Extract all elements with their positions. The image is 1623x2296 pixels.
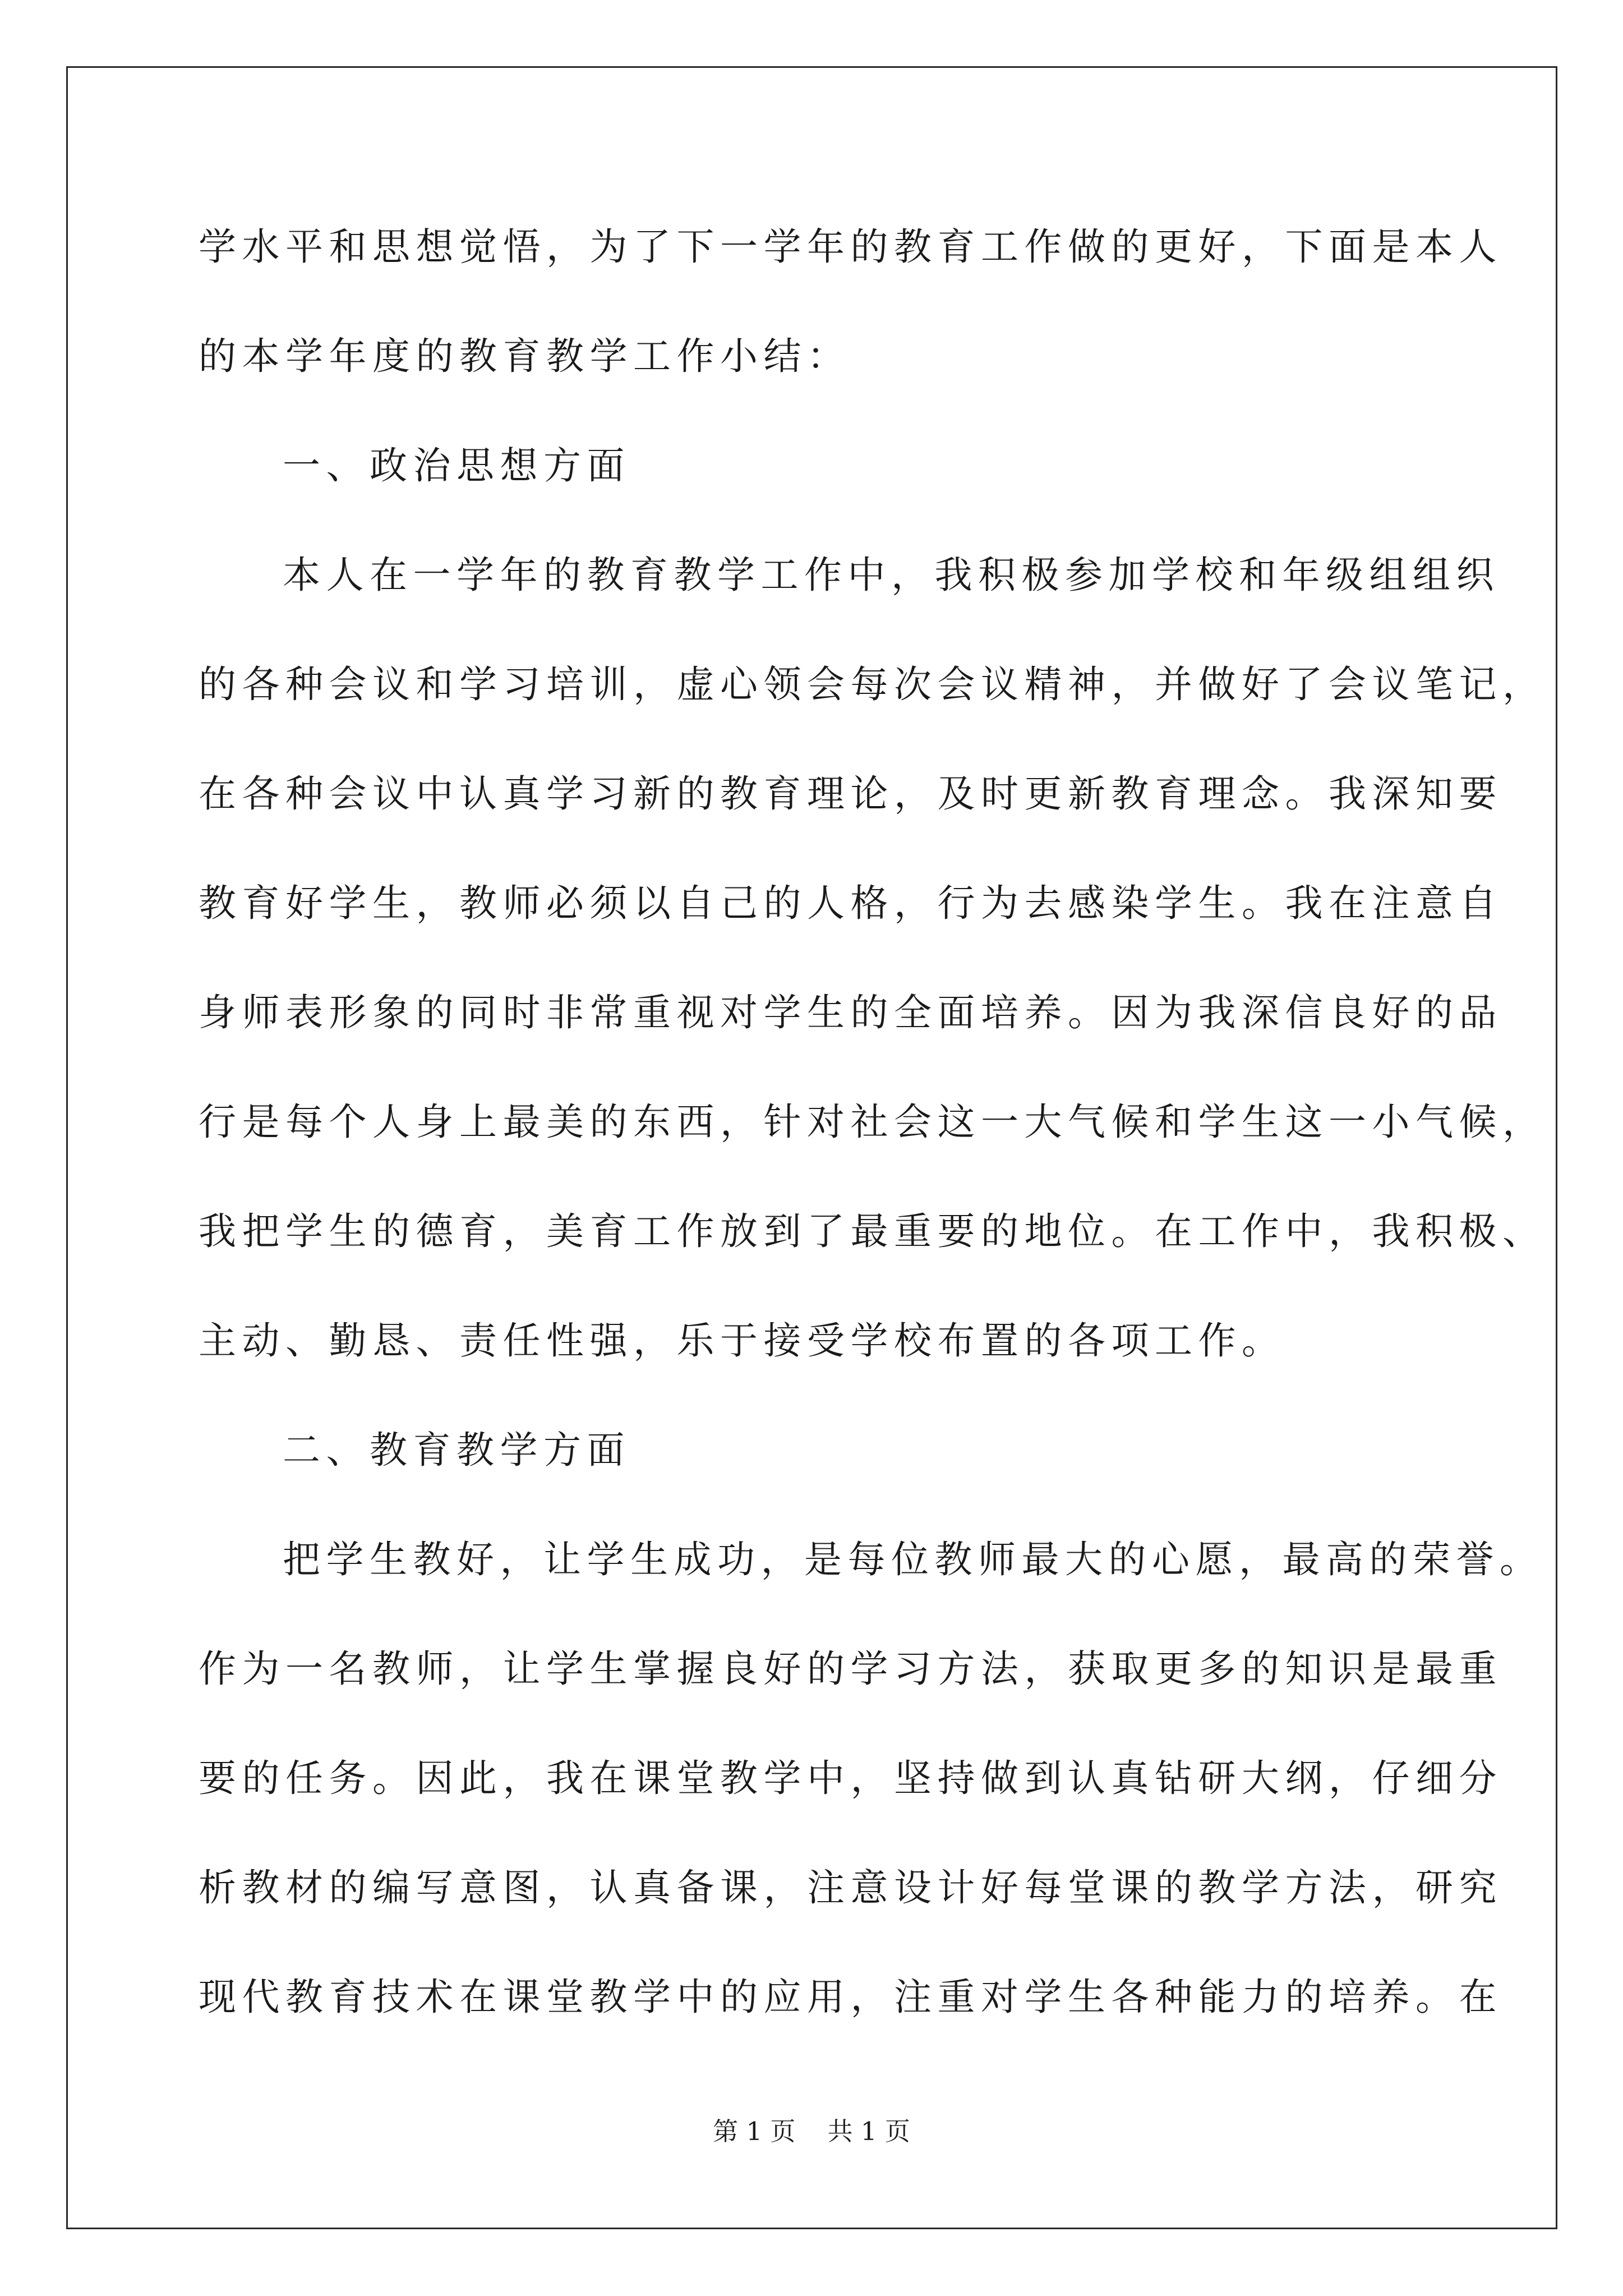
text-line: 身师表形象的同时非常重视对学生的全面培养。因为我深信良好的品 xyxy=(199,991,1502,1034)
text-line: 我把学生的德育，美育工作放到了最重要的地位。在工作中，我积极、 xyxy=(199,1209,1546,1253)
page-number: 第 1 页 共 1 页 xyxy=(713,2116,910,2146)
section-heading: 二、教育教学方面 xyxy=(283,1428,630,1472)
text-line: 把学生教好，让学生成功，是每位教师最大的心愿，最高的荣誉。 xyxy=(283,1538,1543,1581)
section-heading: 一、政治思想方面 xyxy=(283,444,630,487)
text-line: 的各种会议和学习培训，虚心领会每次会议精神，并做好了会议笔记， xyxy=(199,662,1546,706)
text-line: 教育好学生，教师必须以自己的人格，行为去感染学生。我在注意自 xyxy=(199,881,1502,925)
page-footer xyxy=(0,2112,1623,2151)
text-line: 主动、勤恳、责任性强，乐于接受学校布置的各项工作。 xyxy=(199,1319,1285,1363)
text-line: 学水平和思想觉悟，为了下一学年的教育工作做的更好，下面是本人 xyxy=(199,225,1502,269)
text-line: 析教材的编写意图，认真备课，注意设计好每堂课的教学方法，研究 xyxy=(199,1866,1502,1910)
text-line: 本人在一学年的教育教学工作中，我积极参加学校和年级组组织 xyxy=(283,553,1500,597)
text-line: 行是每个人身上最美的东西，针对社会这一大气候和学生这一小气候， xyxy=(199,1100,1546,1144)
text-line: 作为一名教师，让学生掌握良好的学习方法，获取更多的知识是最重 xyxy=(199,1647,1502,1691)
text-line: 现代教育技术在课堂教学中的应用，注重对学生各种能力的培养。在 xyxy=(199,1975,1502,2019)
text-line: 要的任务。因此，我在课堂教学中，坚持做到认真钻研大纲，仔细分 xyxy=(199,1756,1502,1800)
text-line: 的本学年度的教育教学工作小结： xyxy=(199,334,851,378)
text-line: 在各种会议中认真学习新的教育理论，及时更新教育理念。我深知要 xyxy=(199,772,1502,816)
